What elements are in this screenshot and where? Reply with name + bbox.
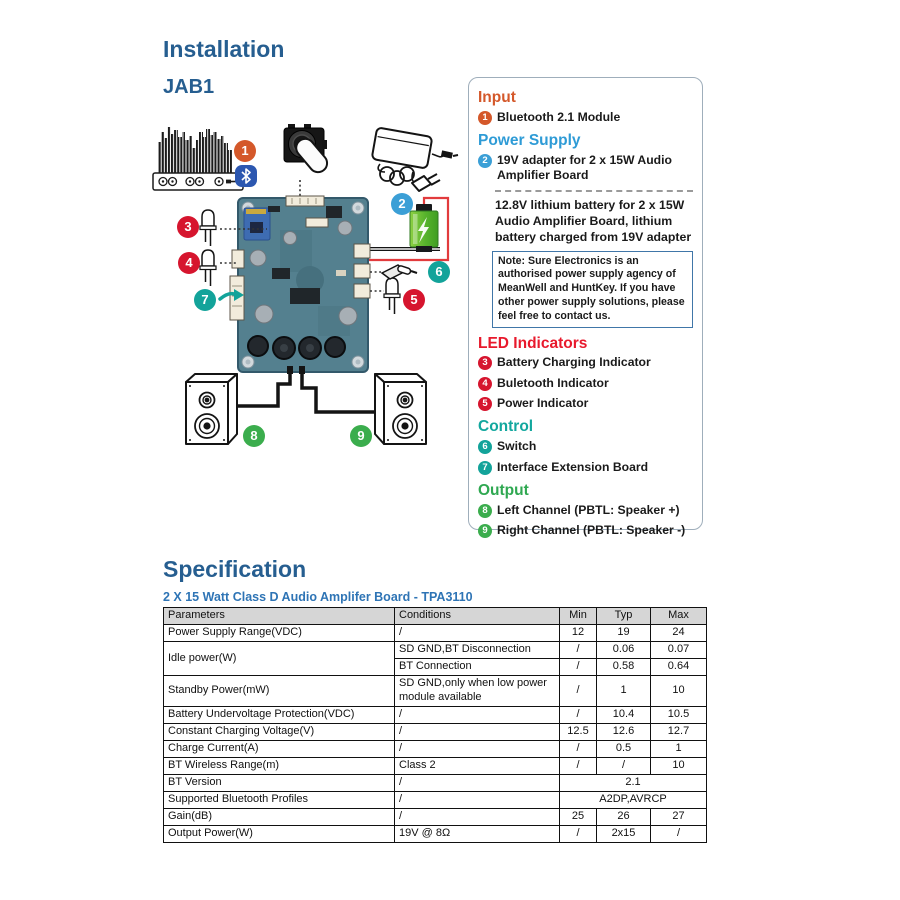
spec-row: Idle power(W) SD GND,BT Disconnection / 0.06 0.07 (164, 642, 707, 659)
spec-row: Constant Charging Voltage(V) / 12.5 12.6 12.7 (164, 723, 707, 740)
spec-row: Standby Power(mW) SD GND,only when low power module available / 1 10 (164, 676, 707, 707)
right-speaker-icon (375, 374, 426, 444)
spec-row: Battery Undervoltage Protection(VDC) / / 10.4 10.5 (164, 706, 707, 723)
callout-2: 2 (391, 193, 413, 215)
led-icon-bluetooth (200, 250, 216, 286)
badge-4: 4 (478, 377, 492, 391)
section-power-title: Power Supply (478, 132, 581, 150)
legend-item-extension-board: 7 Interface Extension Board (478, 460, 693, 475)
spec-row: BT Wireless Range(m) Class 2 / / 10 (164, 757, 707, 774)
spec-row: Charge Current(A) / / 0.5 1 (164, 740, 707, 757)
spec-row: Output Power(W) 19V @ 8Ω / 2x15 / (164, 825, 707, 842)
callout-5: 5 (403, 289, 425, 311)
spec-table (163, 607, 707, 843)
legend-item-switch: 6 Switch (478, 439, 693, 454)
callout-3: 3 (177, 216, 199, 238)
power-adapter-icon (372, 127, 458, 191)
battery-note: 12.8V lithium battery for 2 x 15W Audio Amplifier Board, lithium battery charged from 19V adapter (495, 197, 692, 244)
legend-item-power-led: 5 Power Indicator (478, 396, 693, 411)
led-icon-battery (200, 210, 216, 246)
badge-3: 3 (478, 356, 492, 370)
product-title: JAB1 (163, 76, 215, 98)
spec-row: Power Supply Range(VDC) / 12 19 24 (164, 625, 707, 642)
badge-9: 9 (478, 524, 492, 538)
led-icon-power (384, 278, 400, 314)
legend-item-bluetooth-led: 4 Buletooth Indicator (478, 376, 693, 391)
switch-icon (382, 265, 417, 279)
callout-9: 9 (350, 425, 372, 447)
callout-6: 6 (428, 261, 450, 283)
spec-row: BT Version / 2.1 (164, 774, 707, 791)
bluetooth-icon (235, 165, 257, 187)
badge-8: 8 (478, 504, 492, 518)
volume-knob-icon (284, 124, 331, 197)
callout-7: 7 (194, 289, 216, 311)
callout-1: 1 (234, 140, 256, 162)
installation-title: Installation (163, 36, 285, 62)
badge-6: 6 (478, 440, 492, 454)
legend-panel (468, 77, 703, 538)
badge-5: 5 (478, 397, 492, 411)
callout-4: 4 (178, 252, 200, 274)
badge-7: 7 (478, 461, 492, 475)
dashed-divider (495, 190, 693, 192)
spec-subtitle: 2 X 15 Watt Class D Audio Amplifer Board - TPA3110 (163, 590, 473, 604)
spec-header-row: Parameters Conditions Min Typ Max (164, 608, 707, 625)
spec-row: Gain(dB) / 25 26 27 (164, 808, 707, 825)
callout-8: 8 (243, 425, 265, 447)
legend-item-bluetooth-module: 1 Bluetooth 2.1 Module (478, 110, 693, 125)
section-led-title: LED Indicators (478, 334, 588, 352)
spec-row: BT Connection / 0.58 0.64 (164, 659, 707, 676)
legend-item-right-channel: 9 Right Channel (PBTL: Speaker -) (478, 523, 693, 538)
section-input-title: Input (478, 89, 516, 106)
amplifier-heatsink-icon (153, 127, 243, 190)
left-speaker-icon (186, 374, 237, 444)
supplier-note: Note: Sure Electronics is an authorised power supply agency of MeanWell and HuntKey. If you have other power supply solutions, please feel free to contact us. (492, 251, 693, 328)
installation-diagram (140, 110, 475, 455)
legend-item-adapter: 2 19V adapter for 2 x 15W Audio Amplifier Board (478, 153, 693, 184)
badge-2: 2 (478, 154, 492, 168)
amplifier-board (230, 196, 370, 374)
specification-title: Specification (163, 556, 307, 582)
legend-item-battery-led: 3 Battery Charging Indicator (478, 355, 693, 370)
section-output-title: Output (478, 482, 529, 500)
spec-row: Supported Bluetooth Profiles / A2DP,AVRCP (164, 791, 707, 808)
badge-1: 1 (478, 111, 492, 125)
section-control-title: Control (478, 418, 534, 436)
legend-item-left-channel: 8 Left Channel (PBTL: Speaker +) (478, 503, 693, 518)
